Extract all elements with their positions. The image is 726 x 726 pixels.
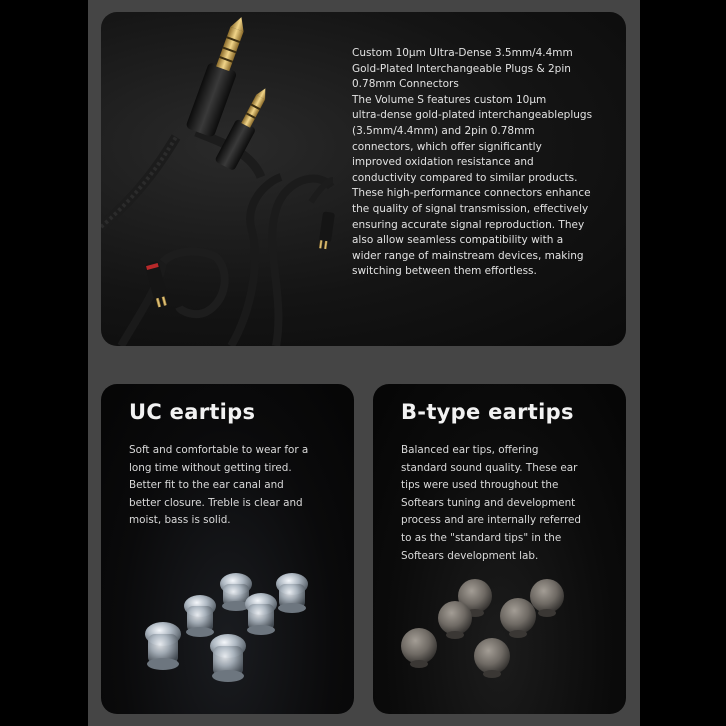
b-type-eartips-line: process and are internally referred [401, 514, 582, 527]
gray-eartip [438, 601, 472, 639]
connectors-body-line: ensuring accurate signal reproduction. They [352, 218, 585, 231]
connectors-text [352, 46, 614, 280]
connectors-body-line: the quality of signal transmission, effectively [352, 202, 589, 215]
uc-eartips-line: moist, bass is solid. [129, 514, 231, 527]
gray-eartip [500, 598, 536, 638]
connectors-heading-line: 0.78mm Connectors [352, 78, 459, 91]
clear-eartip [184, 595, 216, 637]
connectors-body-line: The Volume S features custom 10µm [352, 93, 547, 106]
connectors-heading-line: Custom 10µm Ultra-Dense 3.5mm/4.4mm [352, 47, 573, 59]
connectors-body-line: These high-performance connectors enhance [352, 187, 591, 200]
connectors-body-line: (3.5mm/4.4mm) and 2pin 0.78mm [352, 124, 535, 137]
clear-eartip [145, 622, 181, 670]
connectors-body-line: improved oxidation resistance and [352, 156, 534, 169]
b-type-eartips-line: Balanced ear tips, offering [401, 444, 539, 456]
b-type-eartips-title: B-type eartips [401, 400, 574, 424]
b-type-eartips-line: to as the "standard tips" in the [401, 531, 562, 544]
connectors-body-line: conductivity compared to similar products. [352, 171, 578, 184]
connectors-body-line: ultra-dense gold-plated interchangeableplugs [352, 109, 593, 122]
connectors-heading-line: Gold-Plated Interchangeable Plugs & 2pin [352, 62, 571, 75]
uc-eartips-line: Soft and comfortable to wear for a [129, 444, 309, 456]
clear-eartip [276, 573, 308, 613]
b-type-eartips-line: tips were used throughout the [401, 479, 559, 492]
gray-eartip [401, 628, 437, 668]
connectors-body-line: wider range of mainstream devices, making [352, 249, 584, 262]
clear-eartip [210, 634, 246, 682]
uc-eartips-title: UC eartips [129, 400, 256, 424]
connectors-body-line: switching between them effortless. [352, 265, 537, 278]
uc-eartips-line: long time without getting tired. [129, 461, 292, 474]
gray-eartips-image [373, 384, 626, 714]
b-type-eartips-line: Softears development lab. [401, 549, 539, 562]
connectors-body-line: connectors, which offer significantly [352, 140, 542, 153]
b-type-eartips-line: Softears tuning and development [401, 496, 576, 509]
uc-eartips-card [101, 384, 354, 714]
clear-eartips-image [101, 384, 354, 714]
connectors-body-line: also allow seamless compatibility with a [352, 234, 564, 247]
clear-eartip [245, 593, 277, 635]
b-type-eartips-line: standard sound quality. These ear [401, 461, 578, 474]
b-type-eartips-card [373, 384, 626, 714]
connectors-card [101, 12, 626, 346]
uc-eartips-line: better closure. Treble is clear and [129, 496, 303, 509]
uc-eartips-line: Better fit to the ear canal and [129, 479, 284, 492]
gray-eartip [474, 638, 510, 678]
